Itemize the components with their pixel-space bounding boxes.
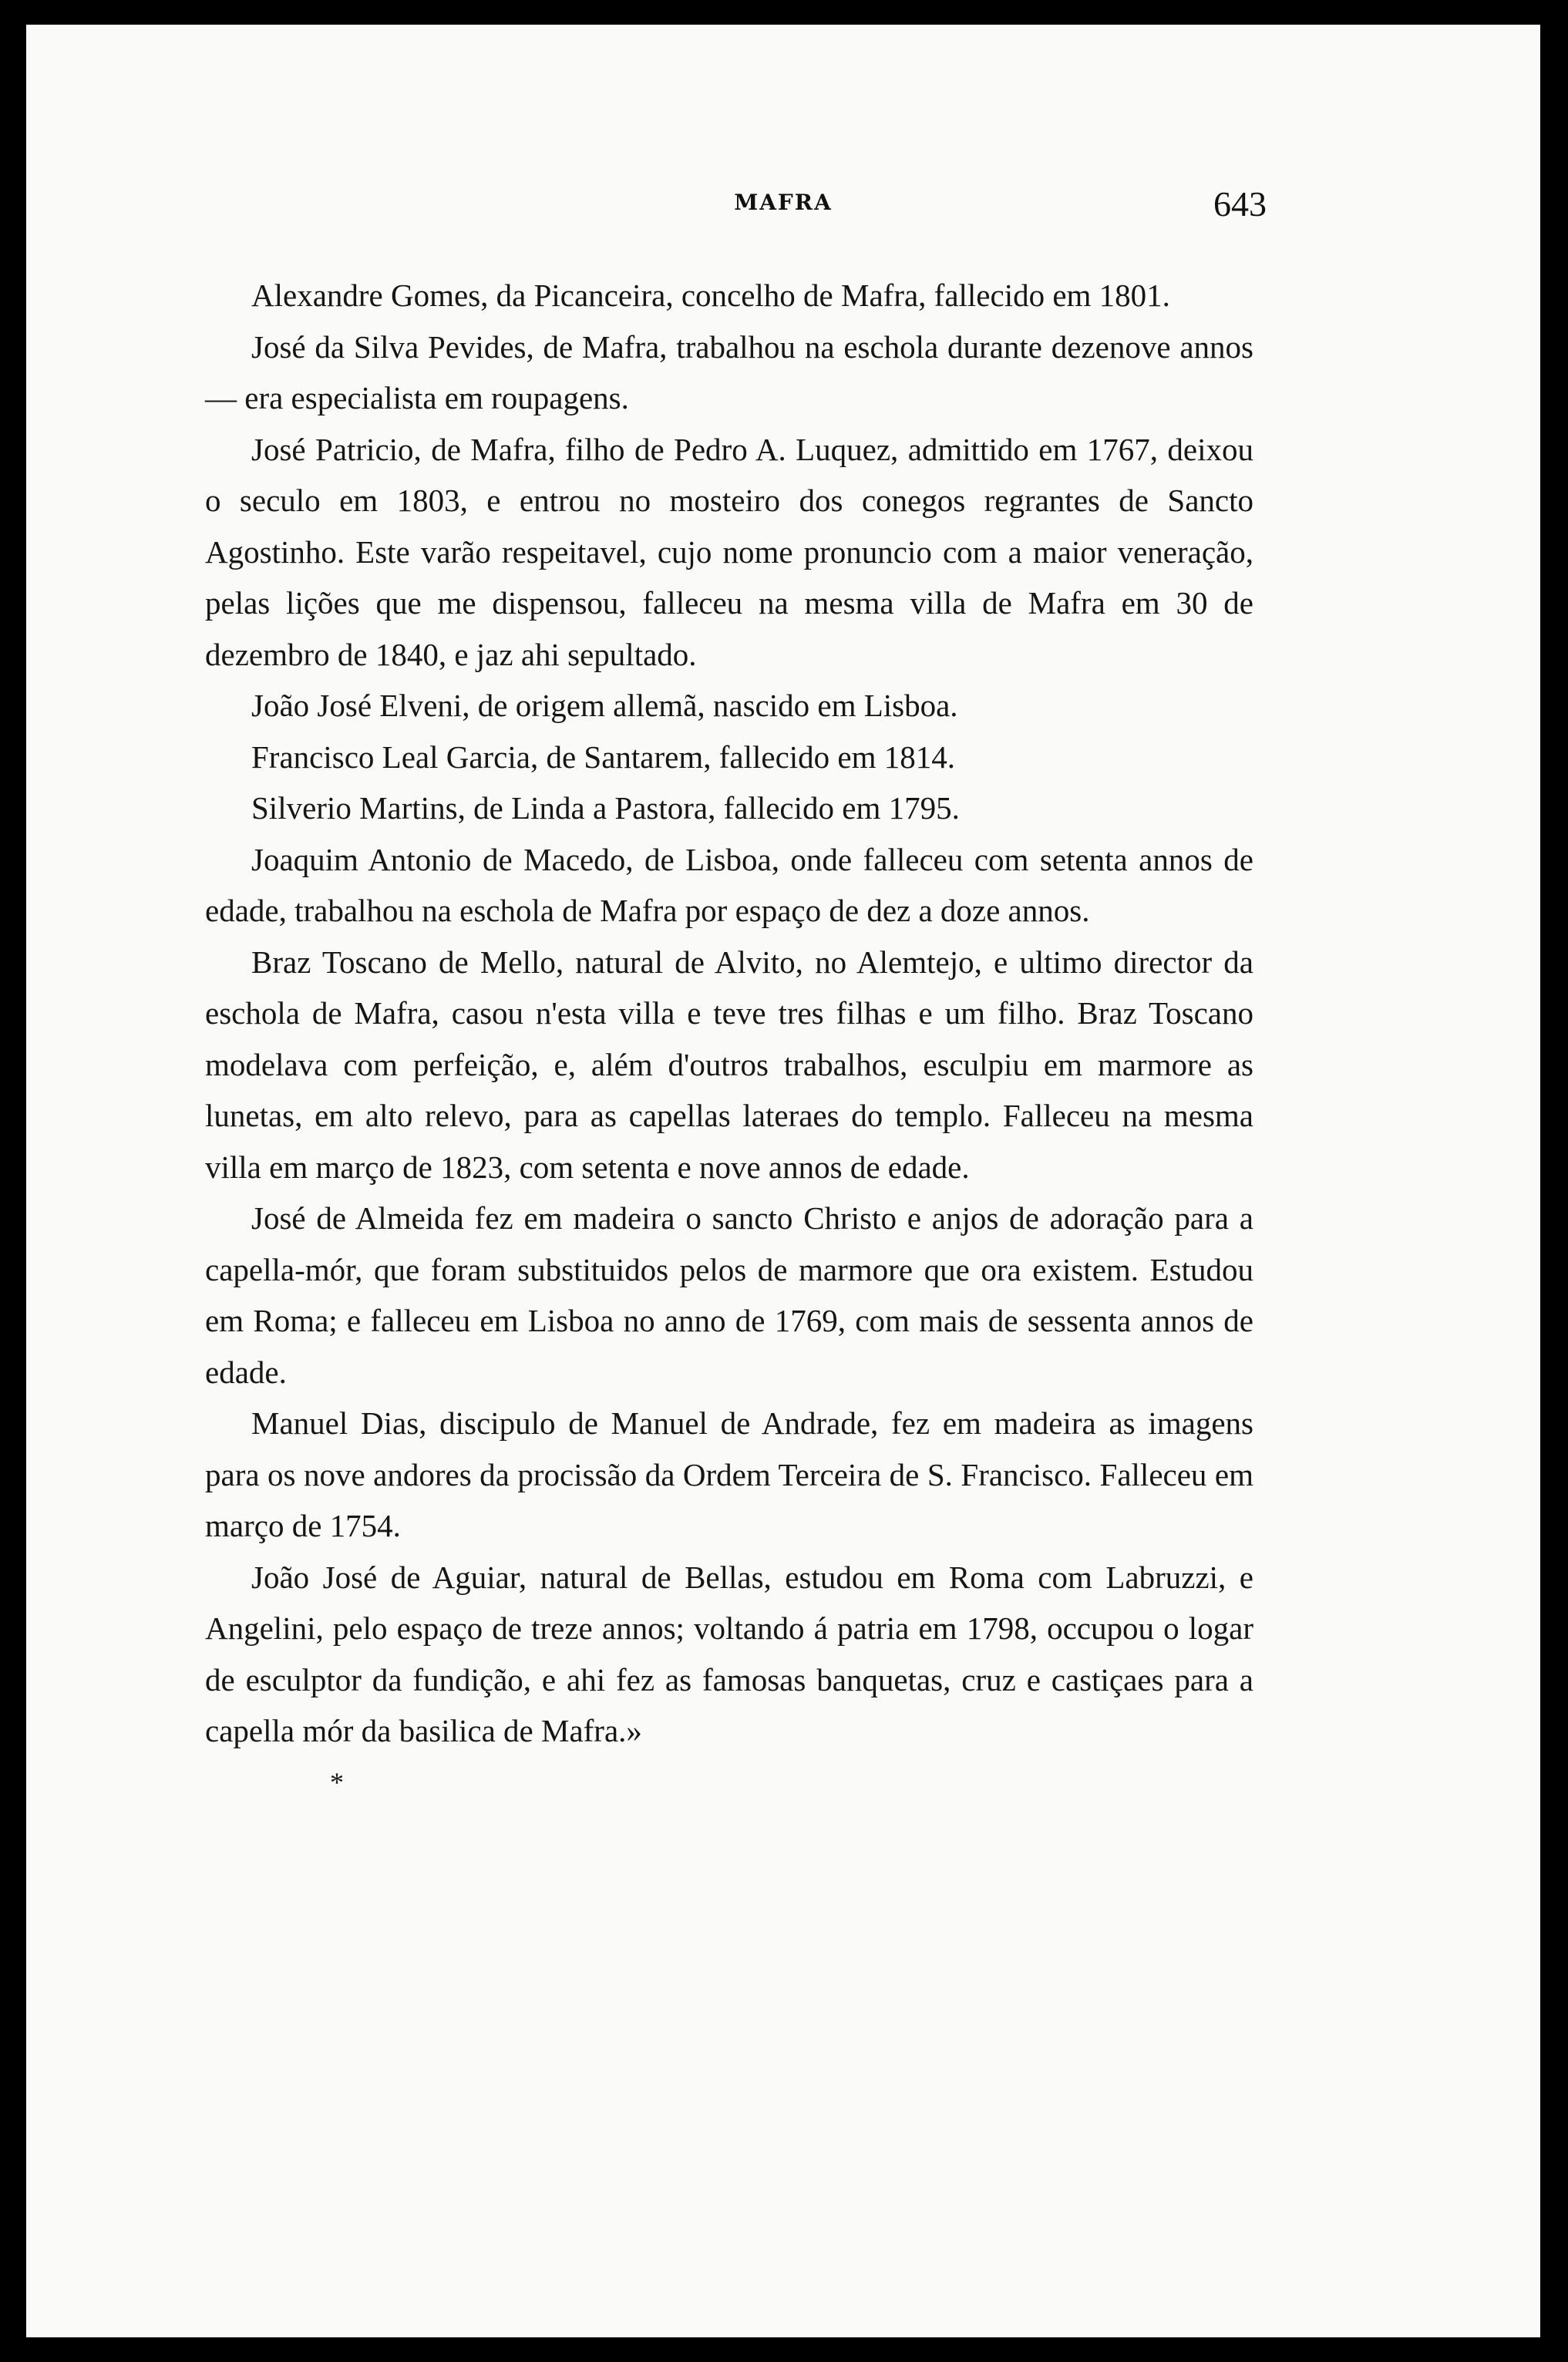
running-title: MAFRA — [734, 190, 833, 215]
paragraph-francisco-leal-garcia: Francisco Leal Garcia, de Santarem, fallecido em 1814. — [251, 739, 956, 775]
paragraph-joao-jose-de-aguiar: João José de Aguiar, natural de Bellas, estudou em Roma com Labruzzi, e Angelini, pelo espaço de treze annos; voltando á patria em 1798, occupou o logar de esculptor da fundição, e ahi fez as famosas banquetas, cruz e castiçaes para a capella mór da basilica de Mafra.» — [205, 1559, 1253, 1748]
paragraph-manuel-dias: Manuel Dias, discipulo de Manuel de Andrade, fez em madeira as imagens para os nove andores da procissão da Ordem Terceira de S. Francisco. Falleceu em março de 1754. — [205, 1405, 1253, 1543]
paragraph-jose-patricio: José Patricio, de Mafra, filho de Pedro A. Luquez, admittido em 1767, deixou o seculo em 1803, e entrou no mosteiro dos conegos regrantes de Sancto Agostinho. Este varão respeitavel, cujo nome pronuncio com a maior veneração, pelas lições que me dispensou, falleceu na mesma villa de Mafra em 30 de dezembro de 1840, e jaz ahi sepultado. — [205, 431, 1253, 672]
paragraph-jose-de-almeida: José de Almeida fez em madeira o sancto Christo e anjos de adoração para a capella-mór, que foram substituidos pelos de marmore que ora existem. Estudou em Roma; e falleceu em Lisboa no anno de 1769, com mais de sessenta annos de edade. — [205, 1200, 1253, 1390]
paragraph-joao-jose-elveni: João José Elveni, de origem allemã, nascido em Lisboa. — [251, 688, 958, 723]
section-mark: * — [330, 1766, 344, 1798]
paragraph-braz-toscano-de-mello: Braz Toscano de Mello, natural de Alvito, no Alemtejo, e ultimo director da eschola de Mafra, casou n'esta villa e teve tres filhas e um filho. Braz Toscano modelava com perfeição, e, além d'outros trabalhos, esculpiu em marmore as lunetas, em alto relevo, para as capellas lateraes do templo. Falleceu na mesma villa em março de 1823, com setenta e nove annos de edade. — [205, 944, 1253, 1185]
page-number: 643 — [1213, 184, 1267, 224]
book-page — [26, 25, 1540, 2337]
paragraph-alexandre-gomes: Alexandre Gomes, da Picanceira, concelho de Mafra, fallecido em 1801. — [251, 278, 1170, 313]
body-text — [205, 270, 1253, 1808]
paragraph-jose-da-silva-pevides: José da Silva Pevides, de Mafra, trabalhou na eschola durante dezenove annos — era especialista em roupagens. — [205, 328, 1253, 416]
paragraph-joaquim-antonio-de-macedo: Joaquim Antonio de Macedo, de Lisboa, onde falleceu com setenta annos de edade, trabalhou na eschola de Mafra por espaço de dez a doze annos. — [205, 841, 1253, 928]
paragraph-silverio-martins: Silverio Martins, de Linda a Pastora, fallecido em 1795. — [251, 790, 960, 826]
